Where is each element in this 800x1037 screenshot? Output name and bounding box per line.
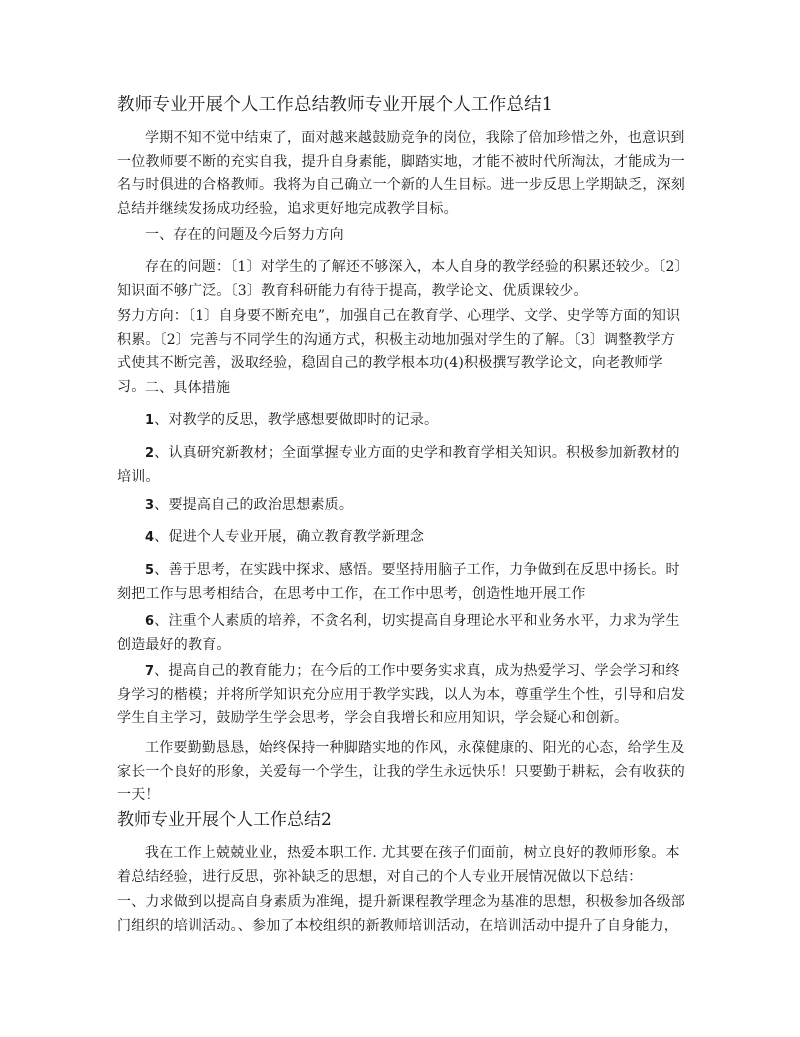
measure-item: [117, 526, 687, 550]
measure-item: [117, 610, 687, 657]
problems-paragraph: 存在的问题：〔1〕对学生的了解还不够深入，本人自身的教学经验的积累还较少。〔2〕知识面不够广泛。〔3〕教育科研能力有待于提高，教学论文、优质课较少。: [117, 259, 682, 299]
measure-text: 、要提高自己的政治思想素质。: [154, 497, 354, 513]
measure-item: [117, 494, 687, 518]
measure-item: [117, 442, 687, 489]
measure-number: 2: [145, 446, 155, 461]
measure-text: 、提高自己的教育能力；在今后的工作中要务实求真，成为热爱学习、学会学习和终身学习的楷模；并将所学知识充分应用于教学实践，以人为本，尊重学生个性，引导和启发学生自主学习，鼓励学生学会思考，学会自我增长和应用知识，学会疑心和创新。: [117, 663, 685, 726]
point-1-paragraph: 一、力求做到以提高自身素质为准绳，提升新课程教学理念为基准的思想，积极参加各级部门组织的培训活动。、参加了本校组织的新教师培训活动，在培训活动中提升了自身能力，: [117, 894, 685, 934]
measure-number: 6: [145, 614, 155, 629]
measure-item: [117, 559, 687, 606]
measure-text: 、认真研究新教材；全面掌握专业方面的史学和教育学相关知识。积极参加新教材的培训。: [117, 445, 680, 485]
closing-paragraph: 工作要勤勤恳恳，始终保持一种脚踏实地的作风，永葆健康的、阳光的心态，给学生及家长一个良好的形象，关爱每一个学生，让我的学生永远快乐！只要勤于耕耘，会有收获的一天！: [117, 740, 685, 803]
section-1-heading: 一、存在的问题及今后努力方向: [145, 227, 344, 243]
measure-item: [117, 409, 687, 433]
measure-number: 4: [145, 530, 155, 545]
measure-text: 、对教学的反思，教学感想要做即时的记录。: [154, 412, 439, 428]
efforts-paragraph: 努力方向：〔1〕自身要不断充电”，加强自己在教育学、心理学、文学、史学等方面的知识积累。〔2〕完善与不同学生的沟通方式，积极主动地加强对学生的了解。〔3〕调整教学方式使其不断完善，汲取经验，稳固自己的教学根本功(4)积极撰写教学论文，向老教师学习。: [117, 308, 681, 395]
measure-item: [117, 660, 687, 731]
document-title-1: 教师专业开展个人工作总结教师专业开展个人工作总结1: [117, 95, 554, 115]
measure-number: 7: [145, 664, 155, 679]
measure-text: 、注重个人素质的培养，不贪名利，切实提高自身理论水平和业务水平，力求为学生创造最好的教育。: [117, 613, 680, 653]
measure-text: 、善于思考，在实践中探求、感悟。要坚持用脑子工作，力争做到在反思中扬长。时刻把工作与思考相结合，在思考中工作，在工作中思考，创造性地开展工作: [117, 562, 680, 602]
document-title-2: 教师专业开展个人工作总结2: [117, 810, 332, 830]
measure-number: 1: [145, 413, 155, 428]
measure-text: 、促进个人专业开展，确立教育教学新理念: [154, 529, 425, 545]
intro-paragraph: 学期不知不觉中结束了，面对越来越鼓励竞争的岗位，我除了倍加珍惜之外，也意识到一位教师要不断的充实自我，提升自身素能，脚踏实地，才能不被时代所淘汰，才能成为一名与时俱进的合格教师。我将为自己确立一个新的人生目标。进一步反思上学期缺乏，深刻总结并继续发扬成功经验，追求更好地完成教学目标。: [117, 130, 685, 217]
measure-number: 5: [145, 563, 155, 578]
intro-paragraph-2: 我在工作上兢兢业业，热爱本职工作. 尤其要在孩子们面前，树立良好的教师形象。本着总结经验，进行反思，弥补缺乏的思想，对自己的个人专业开展情况做以下总结：: [117, 845, 680, 885]
section-2-heading: 二、具体措施: [145, 380, 231, 396]
measure-number: 3: [145, 498, 155, 513]
